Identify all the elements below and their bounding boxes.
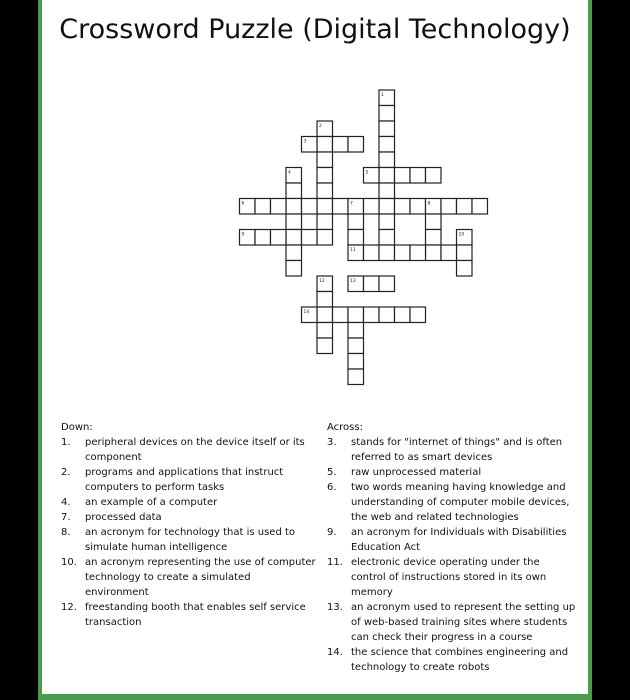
grid-cell[interactable]	[317, 199, 333, 215]
down-clue	[61, 510, 316, 525]
down-clue	[61, 525, 316, 555]
across-clue	[327, 480, 577, 525]
grid-cell[interactable]	[317, 307, 333, 323]
grid-cell[interactable]	[364, 307, 380, 323]
clue-text: an example of a computer	[85, 497, 218, 508]
grid-cell[interactable]	[379, 168, 395, 184]
grid-cell[interactable]	[271, 199, 287, 215]
across-heading: Across:	[327, 422, 363, 433]
across-clue	[327, 525, 577, 555]
down-clue	[61, 600, 316, 630]
grid-cell[interactable]	[286, 261, 302, 277]
clue-number: 8.	[61, 527, 71, 538]
clue-number: 5.	[327, 467, 337, 478]
clue-number: 1.	[61, 437, 71, 448]
grid-number: 1	[381, 93, 384, 98]
grid-cell[interactable]	[426, 230, 442, 246]
grid-cell[interactable]	[472, 199, 488, 215]
clue-number: 4.	[61, 497, 71, 508]
clue-number: 10.	[61, 557, 77, 568]
grid-cell[interactable]	[317, 152, 333, 168]
grid-cell[interactable]	[317, 338, 333, 354]
grid-cell[interactable]	[317, 323, 333, 339]
clue-number: 7.	[61, 512, 71, 523]
grid-cell[interactable]	[379, 199, 395, 215]
clue-number: 3.	[327, 437, 337, 448]
grid-cell[interactable]	[333, 199, 349, 215]
grid-cell[interactable]	[333, 137, 349, 153]
grid-number: 2	[319, 124, 322, 129]
grid-cell[interactable]	[302, 199, 318, 215]
worksheet	[42, 0, 588, 694]
clue-number: 14.	[327, 647, 343, 658]
grid-cell[interactable]	[395, 168, 411, 184]
grid-cell[interactable]	[379, 152, 395, 168]
grid-cell[interactable]	[317, 230, 333, 246]
grid-cell[interactable]	[286, 214, 302, 230]
grid-cell[interactable]	[333, 307, 349, 323]
clue-text: an acronym for technology that is used to simulate human intelligence	[85, 527, 296, 553]
grid-cell[interactable]	[395, 307, 411, 323]
down-clue	[61, 435, 316, 465]
grid-cell[interactable]	[302, 230, 318, 246]
grid-cell[interactable]	[255, 199, 271, 215]
grid-cell[interactable]	[317, 214, 333, 230]
grid-cell[interactable]	[457, 261, 473, 277]
grid-cell[interactable]	[379, 276, 395, 292]
grid-cell[interactable]	[426, 168, 442, 184]
clue-number: 9.	[327, 527, 337, 538]
grid-cell[interactable]	[410, 307, 426, 323]
grid-cell[interactable]	[410, 168, 426, 184]
across-clue	[327, 555, 577, 600]
page-title: Crossword Puzzle (Digital Technology)	[59, 14, 571, 45]
grid-cell[interactable]	[317, 168, 333, 184]
across-clue	[327, 645, 577, 675]
grid-number: 3	[303, 139, 307, 145]
grid-cell[interactable]	[348, 323, 364, 339]
down-clue	[61, 555, 316, 600]
grid-cell[interactable]	[457, 245, 473, 261]
grid-number: 7	[350, 201, 353, 207]
page-frame	[38, 0, 592, 700]
grid-cell[interactable]	[255, 230, 271, 246]
grid-cell[interactable]	[410, 245, 426, 261]
clue-text: raw unprocessed material	[351, 467, 482, 478]
clue-number: 2.	[61, 467, 71, 478]
grid-cell[interactable]	[379, 245, 395, 261]
clue-number: 11.	[327, 557, 343, 568]
grid-cell[interactable]	[441, 199, 457, 215]
grid-cell[interactable]	[348, 230, 364, 246]
grid-cell[interactable]	[317, 137, 333, 153]
grid-number: 5	[365, 170, 369, 176]
grid-number: 11	[350, 248, 356, 253]
grid-cell[interactable]	[379, 121, 395, 137]
grid-number: 6	[241, 201, 245, 207]
across-clue	[327, 465, 577, 480]
grid-cell[interactable]	[348, 307, 364, 323]
across-clues	[327, 420, 577, 675]
clue-number: 13.	[327, 602, 343, 613]
clue-text: electronic device operating under the control of instructions stored in its own memory	[351, 557, 547, 598]
grid-cell[interactable]	[317, 183, 333, 199]
grid-cell[interactable]	[364, 276, 380, 292]
grid-cell[interactable]	[348, 214, 364, 230]
grid-cell[interactable]	[364, 199, 380, 215]
grid-cell[interactable]	[348, 338, 364, 354]
grid-cell[interactable]	[348, 354, 364, 370]
clue-text: an acronym representing the use of computer technology to create a simulated environment	[85, 557, 316, 598]
grid-cell[interactable]	[286, 245, 302, 261]
grid-cell[interactable]	[379, 183, 395, 199]
clue-text: the science that combines engineering and technology to create robots	[351, 647, 569, 673]
clue-text: peripheral devices on the device itself or its component	[85, 437, 305, 463]
across-clue	[327, 600, 577, 645]
grid-cell[interactable]	[410, 199, 426, 215]
down-heading: Down:	[61, 422, 93, 433]
grid-cell[interactable]	[379, 137, 395, 153]
grid-number: 13	[350, 279, 356, 284]
grid-number: 8	[427, 201, 431, 207]
clue-text: programs and applications that instruct computers to perform tasks	[85, 467, 284, 493]
clue-number: 6.	[327, 482, 337, 493]
grid-cell[interactable]	[395, 199, 411, 215]
grid-cell[interactable]	[286, 199, 302, 215]
clue-text: freestanding booth that enables self service transaction	[85, 602, 306, 628]
grid-number: 12	[319, 279, 325, 284]
down-clues	[61, 420, 316, 630]
grid-cell[interactable]	[286, 183, 302, 199]
grid-number: 9	[241, 232, 245, 238]
grid-cell[interactable]	[317, 292, 333, 308]
grid-cell[interactable]	[348, 369, 364, 385]
clue-text: two words meaning having knowledge and understanding of computer mobile devices, the web and related technologies	[351, 482, 570, 523]
across-clue	[327, 435, 577, 465]
grid-cell[interactable]	[441, 245, 457, 261]
grid-number: 10	[458, 232, 465, 238]
clue-number: 12.	[61, 602, 77, 613]
down-clue	[61, 495, 316, 510]
grid-cell[interactable]	[379, 214, 395, 230]
clue-text: an acronym used to represent the setting up of web-based training sites where students can check their progress in a course	[351, 602, 576, 643]
grid-cell[interactable]	[395, 245, 411, 261]
clue-text: an acronym for Individuals with Disabilities Education Act	[351, 527, 567, 553]
grid-cell[interactable]	[426, 245, 442, 261]
clue-text: processed data	[85, 512, 162, 523]
down-clue	[61, 465, 316, 495]
clue-text: stands for "internet of things" and is often referred to as smart devices	[351, 437, 563, 463]
grid-cell[interactable]	[364, 245, 380, 261]
grid-cell[interactable]	[286, 230, 302, 246]
grid-cell[interactable]	[379, 307, 395, 323]
grid-number: 14	[303, 310, 310, 315]
grid-number: 4	[288, 170, 291, 176]
grid-cell[interactable]	[457, 199, 473, 215]
crossword-grid	[42, 0, 588, 400]
grid-cell[interactable]	[426, 214, 442, 230]
grid-cell[interactable]	[379, 106, 395, 122]
grid-cell[interactable]	[271, 230, 287, 246]
grid-cell[interactable]	[379, 230, 395, 246]
grid-cell[interactable]	[348, 137, 364, 153]
